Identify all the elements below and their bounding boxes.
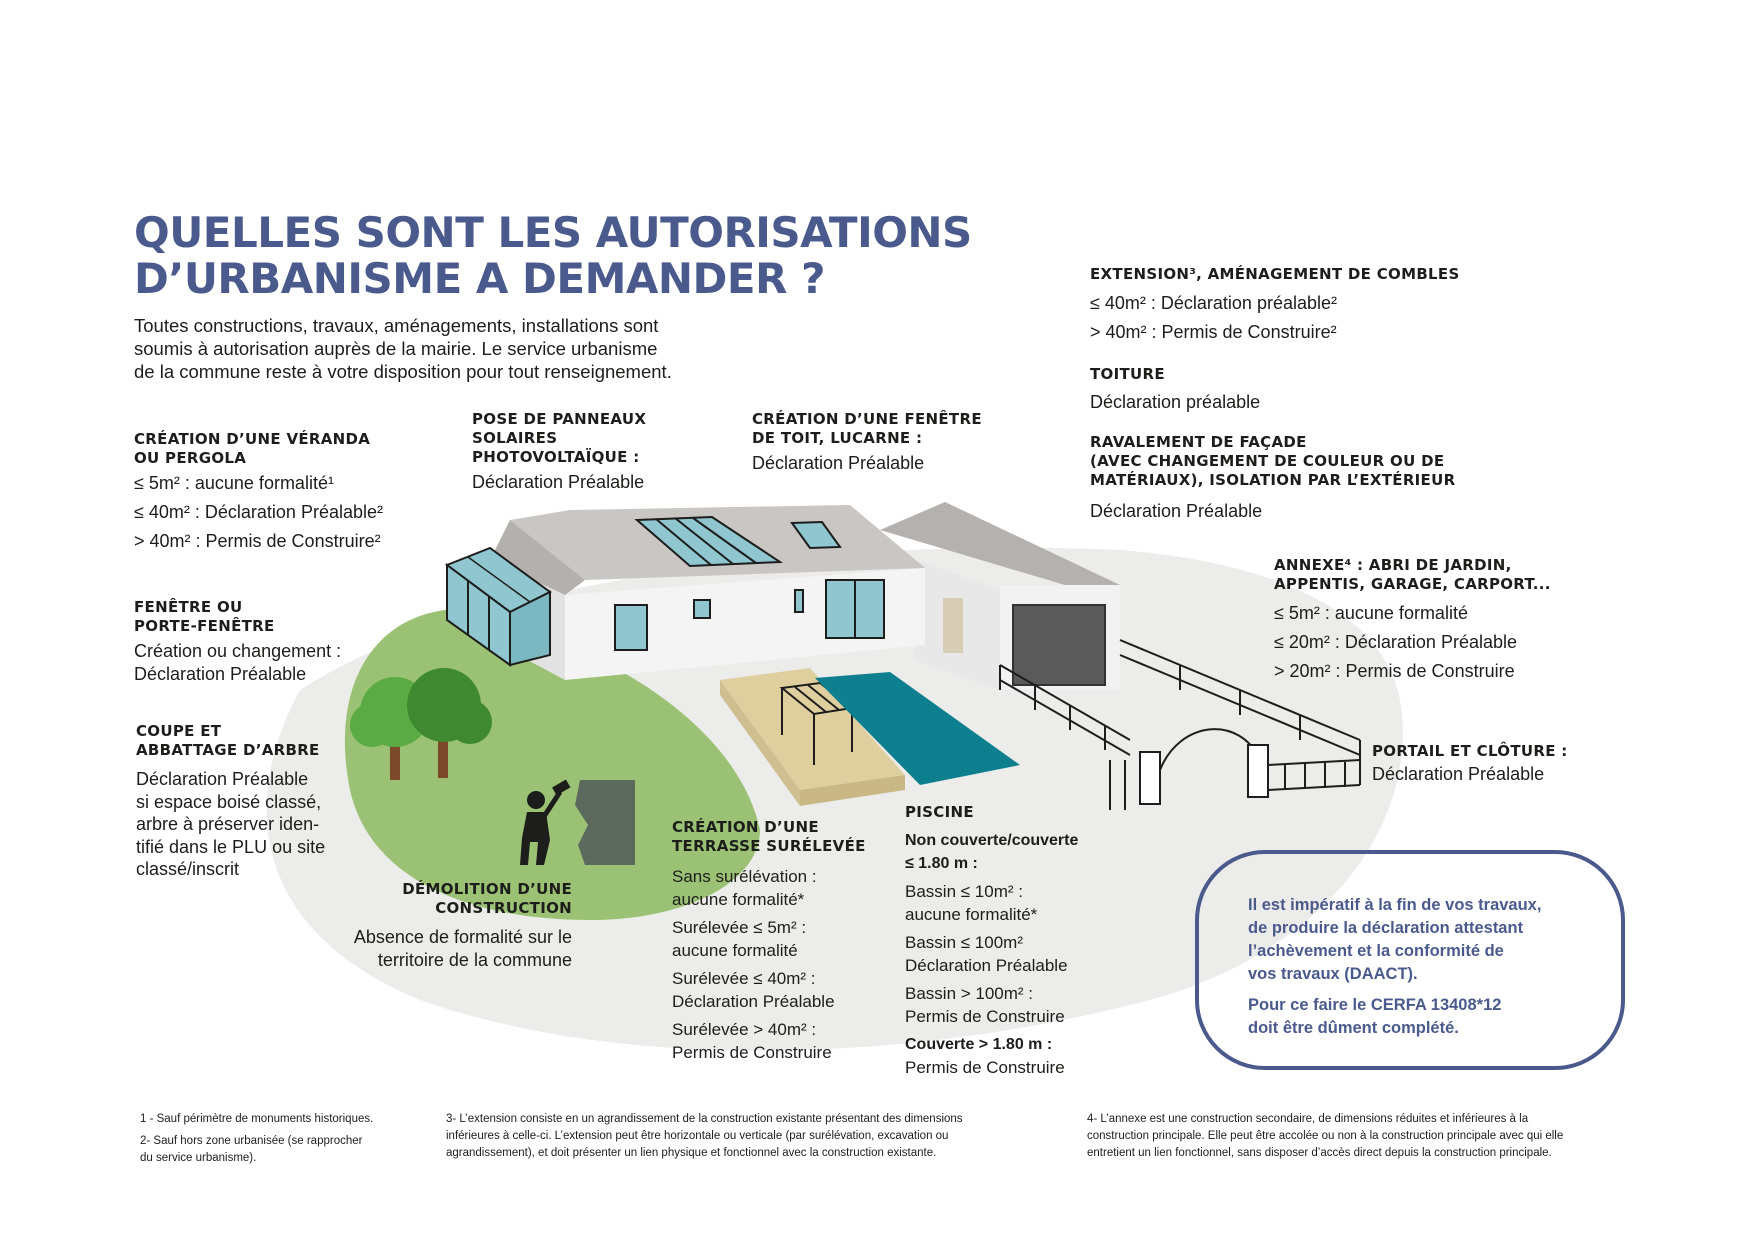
footnote-1-2 <box>140 1111 440 1167</box>
gate-heading: PORTAIL ET CLÔTURE : <box>1372 742 1568 760</box>
roof-heading: TOITURE <box>1090 365 1165 383</box>
callout-line: l’achèvement et la conformité de <box>1248 942 1504 960</box>
footnote-3 <box>446 1111 1066 1162</box>
terrace-rule-label: Surélevée ≤ 40m² : <box>672 969 816 988</box>
annex-rules <box>1274 602 1574 683</box>
roof-window-heading <box>752 410 1012 448</box>
annex-rule: ≤ 5m² : aucune formalité <box>1274 603 1468 623</box>
demolition-heading-line2: CONSTRUCTION <box>435 899 572 917</box>
page-title-line1: QUELLES SONT LES AUTORISATIONS <box>134 208 972 257</box>
pool-heading: PISCINE <box>905 803 974 821</box>
terrace-rule-label: Surélevée ≤ 5m² : <box>672 918 807 937</box>
solar-heading-line3: PHOTOVOLTAÏQUE : <box>472 448 640 466</box>
facade-heading <box>1090 433 1530 490</box>
terrace-block <box>672 818 902 1064</box>
footnote-3-line3: agrandissement), et doit présenter un lien physique et fonctionnel avec la construction existante. <box>446 1147 937 1159</box>
callout-line: de produire la déclaration attestant <box>1248 919 1524 937</box>
pool-sub-line2: ≤ 1.80 m : <box>905 854 978 872</box>
pool-rule-value: Déclaration Préalable <box>905 955 1068 975</box>
window-block <box>134 598 394 686</box>
extension-rule: ≤ 40m² : Déclaration préalable² <box>1090 293 1337 313</box>
garage-side-door <box>943 598 963 653</box>
callout-line: vos travaux (DAACT). <box>1248 965 1418 983</box>
pool-rule-value: Permis de Construire <box>905 1006 1065 1026</box>
annex-heading-line2: APPENTIS, GARAGE, CARPORT... <box>1274 575 1551 593</box>
house-window <box>615 605 647 650</box>
annex-rule: > 20m² : Permis de Construire <box>1274 661 1515 681</box>
pool-rule-label: Bassin > 100m² : <box>905 984 1034 1003</box>
footnote-3-line1: 3- L’extension consiste en un agrandissement de la construction existante présentant des dimensions <box>446 1113 963 1125</box>
terrace-rule-value: aucune formalité <box>672 940 798 960</box>
extension-block <box>1090 265 1550 350</box>
footnote-4-line3: entretient un lien fonctionnel, sans disposer d’accès direct depuis la construction principale. <box>1087 1147 1552 1159</box>
terrace-rule-value: Permis de Construire <box>672 1042 832 1062</box>
pool-rule-label: Bassin ≤ 100m² <box>905 933 1023 952</box>
tree-heading-line2: ABBATTAGE D’ARBRE <box>136 741 320 759</box>
extension-rules <box>1090 292 1550 344</box>
veranda-heading <box>134 430 434 468</box>
demolition-heading <box>300 880 572 918</box>
facade-heading-line2: (AVEC CHANGEMENT DE COULEUR OU DE <box>1090 452 1445 470</box>
roof-text: Déclaration préalable <box>1090 392 1261 412</box>
garage-door <box>1013 605 1105 685</box>
tree-heading <box>136 722 376 760</box>
tree-text-line: si espace boisé classé, <box>136 791 322 812</box>
page-title <box>134 210 972 302</box>
terrace-rule-value: aucune formalité* <box>672 889 805 909</box>
terrace-rule-value: Déclaration Préalable <box>672 991 835 1011</box>
extension-rule: > 40m² : Permis de Construire² <box>1090 322 1337 342</box>
gate-block <box>1372 742 1632 786</box>
terrace-rule-label: Surélevée > 40m² : <box>672 1020 817 1039</box>
footnote-1: 1 - Sauf périmètre de monuments historiques. <box>140 1113 374 1125</box>
annex-rule: ≤ 20m² : Déclaration Préalable <box>1274 632 1517 652</box>
solar-text: Déclaration Préalable <box>472 472 645 492</box>
pool-rules <box>905 830 1145 1079</box>
demolition-text-line2: territoire de la commune <box>377 950 572 970</box>
veranda-heading-line1: CRÉATION D’UNE VÉRANDA <box>134 430 371 448</box>
house-window-slit <box>795 590 803 612</box>
terrace-heading <box>672 818 902 856</box>
demolition-block <box>300 880 572 972</box>
intro-text <box>134 314 754 383</box>
demolition-text-line1: Absence de formalité sur le <box>353 927 572 947</box>
terrace-rule-label: Sans surélévation : <box>672 867 817 886</box>
tree-text <box>136 768 376 881</box>
solar-block <box>472 410 692 494</box>
window-text-line1: Création ou changement : <box>134 641 342 661</box>
pool-sub-line1: Non couverte/couverte <box>905 832 1079 849</box>
window-heading <box>134 598 394 636</box>
veranda-rule: ≤ 40m² : Déclaration Préalable² <box>134 502 383 522</box>
annex-heading <box>1274 556 1574 594</box>
roof-window-heading-line2: DE TOIT, LUCARNE : <box>752 429 923 447</box>
demolition-text <box>300 926 572 972</box>
terrace-heading-line2: TERRASSE SURÉLEVÉE <box>672 837 866 855</box>
roof-window-text: Déclaration Préalable <box>752 453 925 473</box>
facade-text: Déclaration Préalable <box>1090 501 1263 521</box>
intro-line3: de la commune reste à votre disposition pour tout renseignement. <box>134 361 672 382</box>
callout-line: Il est impératif à la fin de vos travaux, <box>1248 896 1542 914</box>
footnote-4-line1: 4- L’annexe est une construction secondaire, de dimensions réduites et inférieures à la <box>1087 1113 1529 1125</box>
terrace-rules <box>672 866 902 1064</box>
window-text-line2: Déclaration Préalable <box>134 664 307 684</box>
tree-text-line: classé/inscrit <box>136 859 240 879</box>
veranda-block <box>134 430 434 559</box>
facade-heading-line3: MATÉRIAUX), ISOLATION PAR L’EXTÉRIEUR <box>1090 471 1456 489</box>
footnote-4-line2: construction principale. Elle peut être accolée ou non à la construction principale avec qui elle <box>1087 1130 1564 1142</box>
window-heading-line2: PORTE-FENÊTRE <box>134 617 275 635</box>
pool-rule-value: Permis de Construire <box>905 1057 1065 1077</box>
callout-line: doit être dûment complété. <box>1248 1019 1459 1037</box>
roof-window-block <box>752 410 1012 475</box>
solar-heading <box>472 410 692 467</box>
annex-block <box>1274 556 1574 689</box>
footnote-2-line1: 2- Sauf hors zone urbanisée (se rapprocher <box>140 1135 363 1147</box>
facade-block <box>1090 433 1530 523</box>
roof-window-heading-line1: CRÉATION D’UNE FENÊTRE <box>752 410 982 428</box>
window-text <box>134 640 394 686</box>
gate-text: Déclaration Préalable <box>1372 764 1545 784</box>
intro-line1: Toutes constructions, travaux, aménagements, installations sont <box>134 315 659 336</box>
veranda-rule: ≤ 5m² : aucune formalité¹ <box>134 473 334 493</box>
footnote-2-line2: du service urbanisme). <box>140 1152 257 1164</box>
tree-text-line: tifié dans le PLU ou site <box>136 836 326 857</box>
intro-line2: soumis à autorisation auprès de la mairie. Le service urbanisme <box>134 338 658 359</box>
tree-text-line: arbre à préserver iden- <box>136 814 320 834</box>
veranda-heading-line2: OU PERGOLA <box>134 449 247 467</box>
demolition-heading-line1: DÉMOLITION D’UNE <box>402 880 572 898</box>
tree-heading-line1: COUPE ET <box>136 722 222 740</box>
page-title-line2: D’URBANISME A DEMANDER ? <box>134 254 825 303</box>
pool-block <box>905 803 1145 1079</box>
veranda-rules <box>134 472 434 553</box>
window-heading-line1: FENÊTRE OU <box>134 598 243 616</box>
house-window-small <box>694 600 710 618</box>
daact-callout-text <box>1248 894 1608 1040</box>
veranda-rule: > 40m² : Permis de Construire² <box>134 531 381 551</box>
tree-block <box>136 722 376 881</box>
pool-rule-value: aucune formalité* <box>905 904 1038 924</box>
footnote-3-line2: inférieures à celle-ci. L’extension peut être horizontale ou verticale (par surélévation, excavation ou <box>446 1130 949 1142</box>
roof-block <box>1090 365 1390 414</box>
footnote-4 <box>1087 1111 1727 1162</box>
pool-rule-label: Couverte > 1.80 m : <box>905 1036 1053 1053</box>
facade-heading-line1: RAVALEMENT DE FAÇADE <box>1090 433 1307 451</box>
annex-heading-line1: ANNEXE⁴ : ABRI DE JARDIN, <box>1274 556 1512 574</box>
pool-rule-label: Bassin ≤ 10m² : <box>905 882 1023 901</box>
extension-heading: EXTENSION³, AMÉNAGEMENT DE COMBLES <box>1090 265 1460 283</box>
tree-text-line: Déclaration Préalable <box>136 769 309 789</box>
solar-heading-line1: POSE DE PANNEAUX <box>472 410 647 428</box>
terrace-heading-line1: CRÉATION D’UNE <box>672 818 819 836</box>
callout-line: Pour ce faire le CERFA 13408*12 <box>1248 996 1502 1014</box>
solar-heading-line2: SOLAIRES <box>472 429 558 447</box>
